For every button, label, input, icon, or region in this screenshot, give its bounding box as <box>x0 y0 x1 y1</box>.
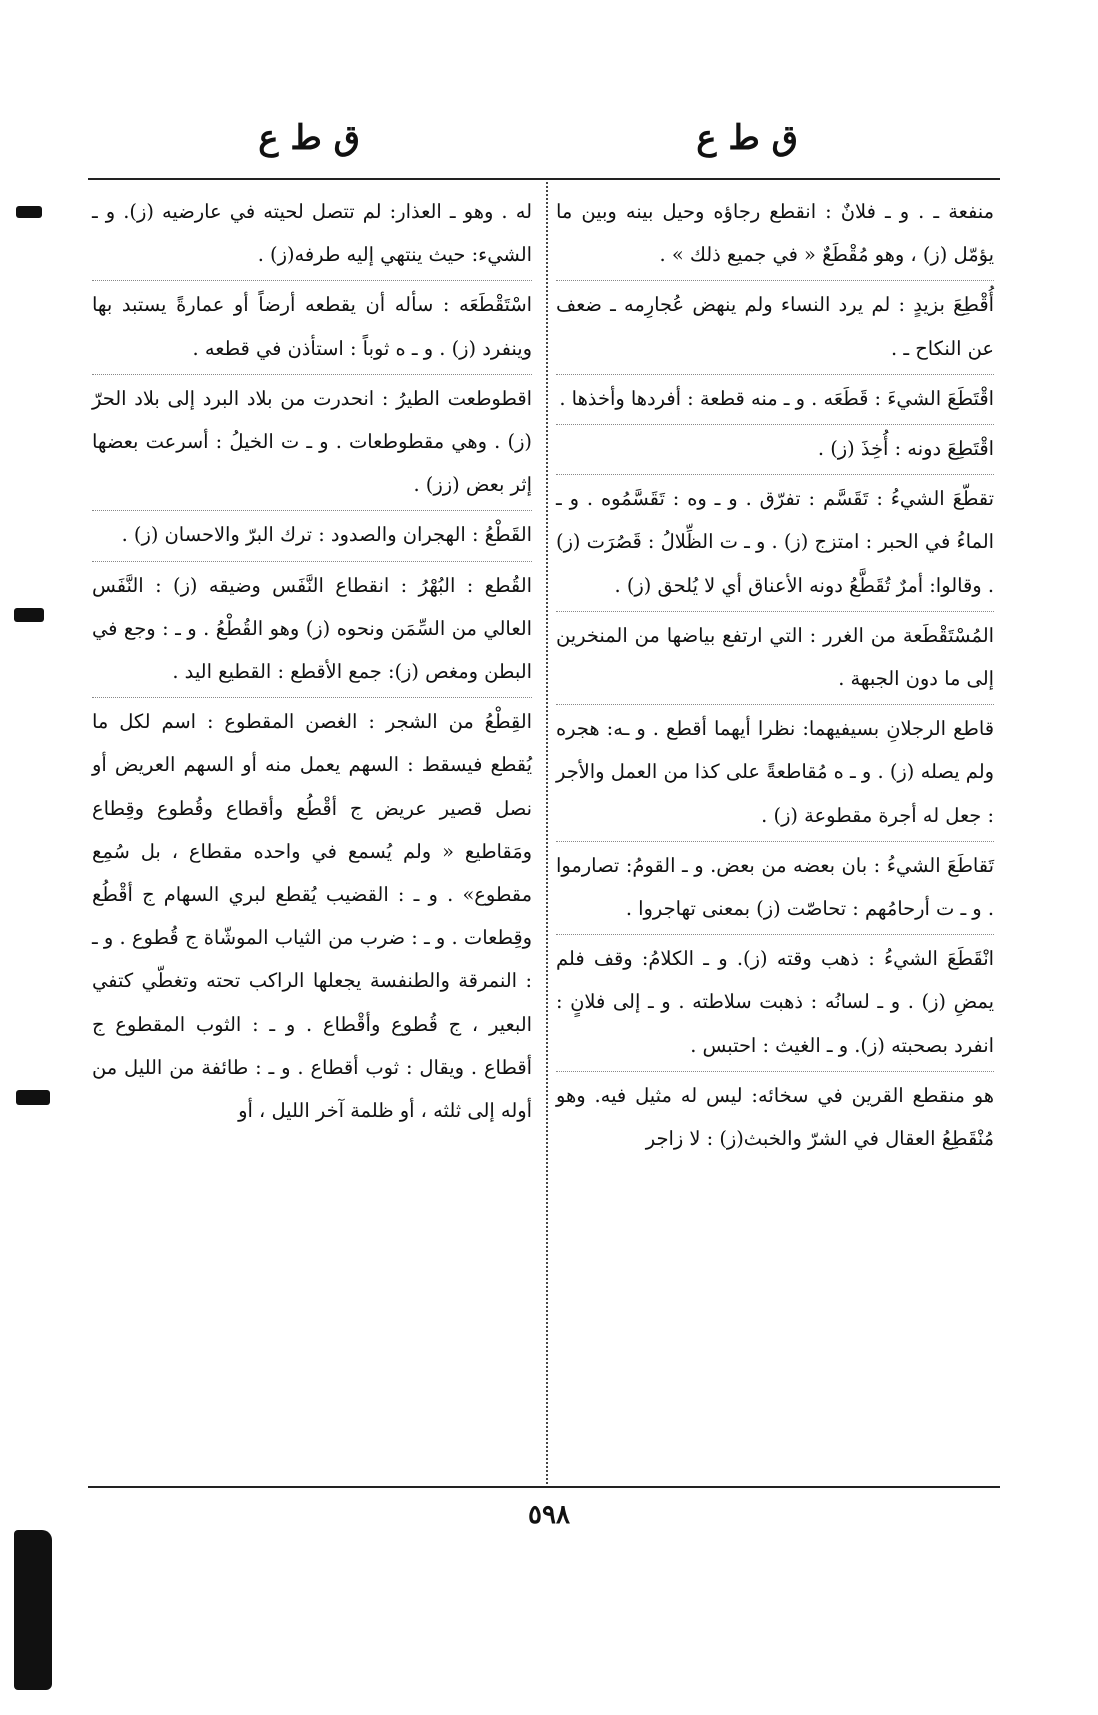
scan-edge-mark <box>14 1530 52 1690</box>
running-header-left: ق ط ع <box>258 118 360 158</box>
entry-text: تَقاطَعَ الشيءُ : بان بعضه من بعض. و ـ القومُ: تصارموا . و ـ ت أرحامُهم : تحاصّت (ز) بمعنى تهاجروا . <box>556 841 994 930</box>
scan-mark <box>16 1090 50 1105</box>
entry-text: المُسْتَقْطَعة من الغرر : التي ارتفع بياضها من المنخرين إلى ما دون الجبهة . <box>556 611 994 700</box>
running-header-right: ق ط ع <box>696 118 798 158</box>
entry-text: اقْتَطِعَ دونه : أُخِذَ (ز) . <box>556 424 994 470</box>
entry-text: تقطّعَ الشيءُ : تَقَسَّم : تفرّق . و ـ وه : تَقَسَّمُوه . و ـ الماءُ في الحبر : امتزج (ز) . و ـ ت الظِّلالُ : قَصُرَت (ز) . وقالوا: أمرٌ تُقَطَّعُ دونه الأعناق أي لا يُلحق (ز) . <box>556 474 994 607</box>
entry-text: أُقْطِعَ بزيدٍ : لم يرد النساء ولم ينهض عُجارِمه ـ ضعف عن النكاح ـ . <box>556 280 994 369</box>
entry-text: اقْتَطَعَ الشيءَ : قَطَعَه . و ـ منه قطعة : أفردها وأخذها . <box>556 374 994 420</box>
entry-text: له . وهو ـ العذار: لم تتصل لحيته في عارضيه (ز). و ـ الشيء: حيث ينتهي إليه طرفه(ز) . <box>92 200 532 267</box>
entry-text: قاطع الرجلانِ بسيفيهما: نظرا أيهما أقطع . و ـه: هجره ولم يصله (ز) . و ـ ه مُقاطعةً على كذا من العمل والأجر : جعل له أجرة مقطوعة (ز) . <box>556 704 994 837</box>
right-column <box>556 190 994 1164</box>
entry-text: القَطْعُ : الهجران والصدود : ترك البرّ والاحسان (ز) . <box>92 510 532 556</box>
entry-text: انْقَطَعَ الشيءُ : ذهب وقته (ز). و ـ الكلامُ: وقف فلم يمضِ (ز) . و ـ لسانُه : ذهبت سلاطته . و ـ إلى فلانٍ : انفرد بصحبته (ز). و ـ الغيث : احتبس . <box>556 934 994 1067</box>
entry-text: القِطْعُ من الشجر : الغصن المقطوع : اسم لكل ما يُقطع فيسقط : السهم يعمل منه أو السهم العريض أو نصل قصير عريض ج أقْطُع وأقطاع وقُطوع وقِطاع ومَقاطيع « ولم يُسمع في واحده مقطاع ، بل سُمِع مقطوع» . و ـ : القضيب يُقطع لبري السهام ج أقْطُع وقِطعات . و ـ : ضرب من الثياب الموشّاة ج قُطوع . و ـ : النمرقة والطنفسة يجعلها الراكب تحته وتغطّي كتفي البعير ، ج قُطوع وأقْطاع . و ـ : الثوب المقطوع ج أقطاع . ويقال : ثوب أقطاع . و ـ : طائفة من الليل من أوله إلى ثلثه ، أو ظلمة آخر الليل ، أو <box>92 697 532 1132</box>
scan-mark <box>14 608 44 622</box>
top-rule <box>88 178 1000 180</box>
page-number: ٥٩٨ <box>528 1500 570 1530</box>
entry-text: اقطوطعت الطيرُ : انحدرت من بلاد البرد إلى بلاد الحرّ (ز) . وهي مقطوطعات . و ـ ت الخيلُ : أسرعت بعضها إثر بعض (زز) . <box>92 374 532 507</box>
left-column <box>92 190 532 1136</box>
entry-text: القُطع : البُهْرُ : انقطاع النَّفَس وضيقه (ز) : النَّفَس العالي من السِّمَن ونحوه (ز) وهو القُطْعُ . و ـ : وجع في البطن ومغص (ز): جمع الأقطع : القطيع اليد . <box>92 561 532 694</box>
bottom-rule <box>88 1486 1000 1488</box>
column-divider <box>546 182 548 1484</box>
entry-text: منفعة ـ . و ـ فلانٌ : انقطع رجاؤه وحيل بينه وبين ما يؤمّل (ز) ، وهو مُقْطَعٌ « في جميع ذلك » . <box>556 200 994 267</box>
entry-text: اسْتَقْطَعَه : سأله أن يقطعه أرضاً أو عمارةً يستبد بها وينفرد (ز) . و ـ ه ثوباً : استأذن في قطعه . <box>92 280 532 369</box>
entry-text: هو منقطع القرين في سخائه: ليس له مثيل فيه. وهو مُنْقَطِعُ العقال في الشرّ والخبث(ز) : لا زاجر <box>556 1071 994 1160</box>
scan-mark <box>16 206 42 218</box>
